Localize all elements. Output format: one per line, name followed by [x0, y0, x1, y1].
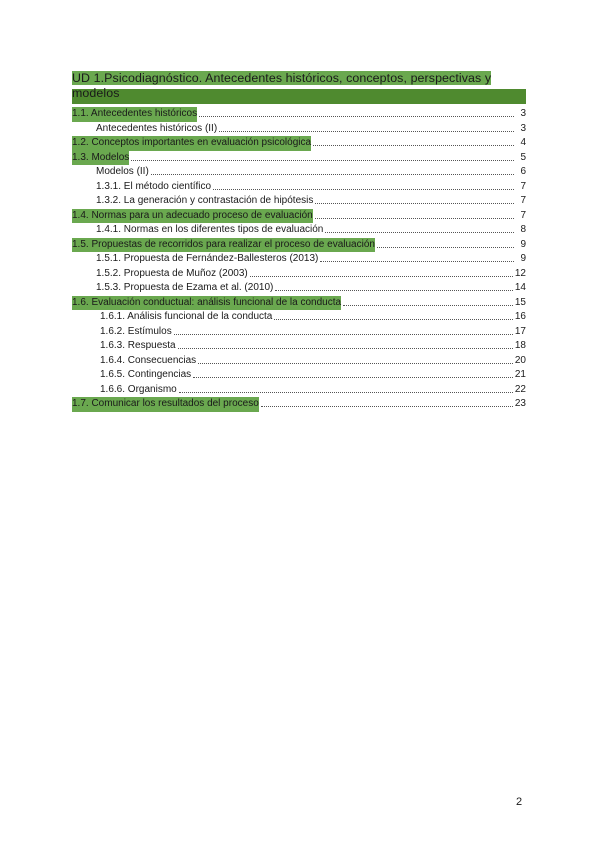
toc-leader-dots: [174, 325, 513, 335]
toc-entry-page[interactable]: 3: [520, 122, 526, 134]
toc-leader-dots: [193, 368, 513, 378]
toc-leader-dots: [315, 194, 514, 204]
toc-entry-page[interactable]: 21: [514, 369, 526, 380]
toc-entry[interactable]: [72, 383, 526, 398]
toc-leader-dots: [274, 310, 513, 320]
toc-entry[interactable]: [72, 223, 526, 238]
toc-entry[interactable]: [72, 238, 526, 253]
toc-entry-page[interactable]: 7: [520, 209, 526, 221]
toc-entry-page[interactable]: 7: [520, 180, 526, 192]
toc-entry-label[interactable]: 1.6.6. Organismo: [100, 383, 177, 395]
toc-entry[interactable]: [72, 325, 526, 340]
toc-leader-dots: [377, 238, 514, 248]
toc-entry[interactable]: [72, 354, 526, 369]
toc-entry-page[interactable]: 5: [520, 151, 526, 163]
toc-entry[interactable]: [72, 107, 526, 122]
toc-entry[interactable]: [72, 267, 526, 282]
toc-entry-label[interactable]: 1.6.4. Consecuencias: [100, 354, 197, 366]
toc-entry-label[interactable]: 1.1. Antecedentes históricos: [72, 107, 197, 122]
toc-leader-dots: [131, 151, 514, 161]
toc-entry-page[interactable]: 4: [520, 137, 526, 148]
toc-entry-label[interactable]: 1.5. Propuestas de recorridos para realizar el proceso de evaluación: [72, 238, 375, 253]
toc-entry[interactable]: [72, 296, 526, 311]
toc-entry-label[interactable]: 1.6. Evaluación conductual: análisis funcional de la conducta: [72, 296, 341, 311]
toc-entry-page[interactable]: 14: [514, 282, 526, 293]
toc-entry-page[interactable]: 20: [514, 354, 526, 366]
toc-entry[interactable]: [72, 209, 526, 224]
toc-entry-label[interactable]: 1.3. Modelos: [72, 151, 129, 166]
toc-entry-page[interactable]: 18: [514, 340, 526, 351]
toc-leader-dots: [250, 267, 513, 277]
toc-entry-page[interactable]: 9: [520, 253, 526, 264]
toc-entry[interactable]: [72, 339, 526, 354]
toc-entry[interactable]: [72, 281, 526, 296]
toc-entry[interactable]: [72, 194, 526, 209]
toc-leader-dots: [213, 180, 514, 190]
toc-entry[interactable]: [72, 310, 526, 325]
toc-leader-dots: [151, 165, 514, 175]
toc-entry-label[interactable]: 1.6.2. Estímulos: [100, 325, 172, 337]
toc-leader-dots: [179, 383, 513, 393]
toc-entry-label[interactable]: 1.4. Normas para un adecuado proceso de evaluación: [72, 209, 313, 224]
toc-entry[interactable]: [72, 368, 526, 383]
toc-leader-dots: [320, 252, 514, 262]
toc-entry-label[interactable]: Modelos (II): [96, 166, 149, 177]
toc-entry-label[interactable]: 1.2. Conceptos importantes en evaluación psicológica: [72, 136, 311, 151]
toc-entry-label[interactable]: 1.5.1. Propuesta de Fernández-Ballesteros (2013): [96, 253, 319, 264]
toc-entry[interactable]: [72, 151, 526, 166]
title-line-2: modelos: [72, 86, 120, 100]
toc-entry-label[interactable]: 1.3.2. La generación y contrastación de hipótesis: [96, 195, 314, 206]
toc-entry-page[interactable]: 12: [514, 267, 526, 279]
toc-entry-page[interactable]: 6: [520, 166, 526, 177]
toc-entry[interactable]: [72, 136, 526, 151]
toc-leader-dots: [275, 281, 513, 291]
toc-entry[interactable]: [72, 122, 526, 137]
toc-leader-dots: [199, 107, 514, 117]
toc-entry-label[interactable]: 1.7. Comunicar los resultados del proceso: [72, 397, 259, 412]
page-number: 2: [516, 796, 523, 808]
toc-entry-label[interactable]: 1.5.2. Propuesta de Muñoz (2003): [96, 267, 248, 279]
toc-entry-label[interactable]: 1.4.1. Normas en los diferentes tipos de evaluación: [96, 224, 324, 235]
toc-entry[interactable]: [72, 397, 526, 412]
toc-entry-label[interactable]: 1.6.1. Análisis funcional de la conducta: [100, 311, 273, 322]
toc-entry-label[interactable]: Antecedentes históricos (II): [96, 122, 218, 134]
toc-entry-label[interactable]: 1.6.3. Respuesta: [100, 340, 176, 351]
toc-entry-label[interactable]: 1.3.1. El método científico: [96, 180, 212, 192]
toc-entry-page[interactable]: 15: [514, 296, 526, 308]
toc-entry-label[interactable]: 1.6.5. Contingencias: [100, 369, 192, 380]
title-line-1: UD 1.Psicodiagnóstico. Antecedentes históricos, conceptos, perspectivas y: [72, 71, 492, 85]
toc-entry-page[interactable]: 22: [514, 383, 526, 395]
toc-leader-dots: [219, 122, 514, 132]
toc-entry-label[interactable]: 1.5.3. Propuesta de Ezama et al. (2010): [96, 282, 274, 293]
toc-leader-dots: [315, 209, 514, 219]
toc-entry-page[interactable]: 9: [520, 238, 526, 250]
toc-leader-dots: [178, 339, 513, 349]
toc-entry-page[interactable]: 17: [514, 325, 526, 337]
toc-entry[interactable]: [72, 252, 526, 267]
toc-leader-dots: [325, 223, 514, 233]
toc-entry-page[interactable]: 8: [520, 224, 526, 235]
document-title: [72, 71, 526, 101]
toc-entry-page[interactable]: 3: [520, 108, 526, 119]
toc-leader-dots: [343, 296, 513, 306]
table-of-contents: [72, 107, 526, 412]
toc-entry-page[interactable]: 16: [514, 311, 526, 322]
toc-entry-page[interactable]: 7: [520, 195, 526, 206]
toc-leader-dots: [198, 354, 513, 364]
toc-entry[interactable]: [72, 180, 526, 195]
toc-entry-page[interactable]: 23: [514, 398, 526, 409]
toc-leader-dots: [261, 397, 513, 407]
toc-leader-dots: [313, 136, 514, 146]
toc-entry[interactable]: [72, 165, 526, 180]
